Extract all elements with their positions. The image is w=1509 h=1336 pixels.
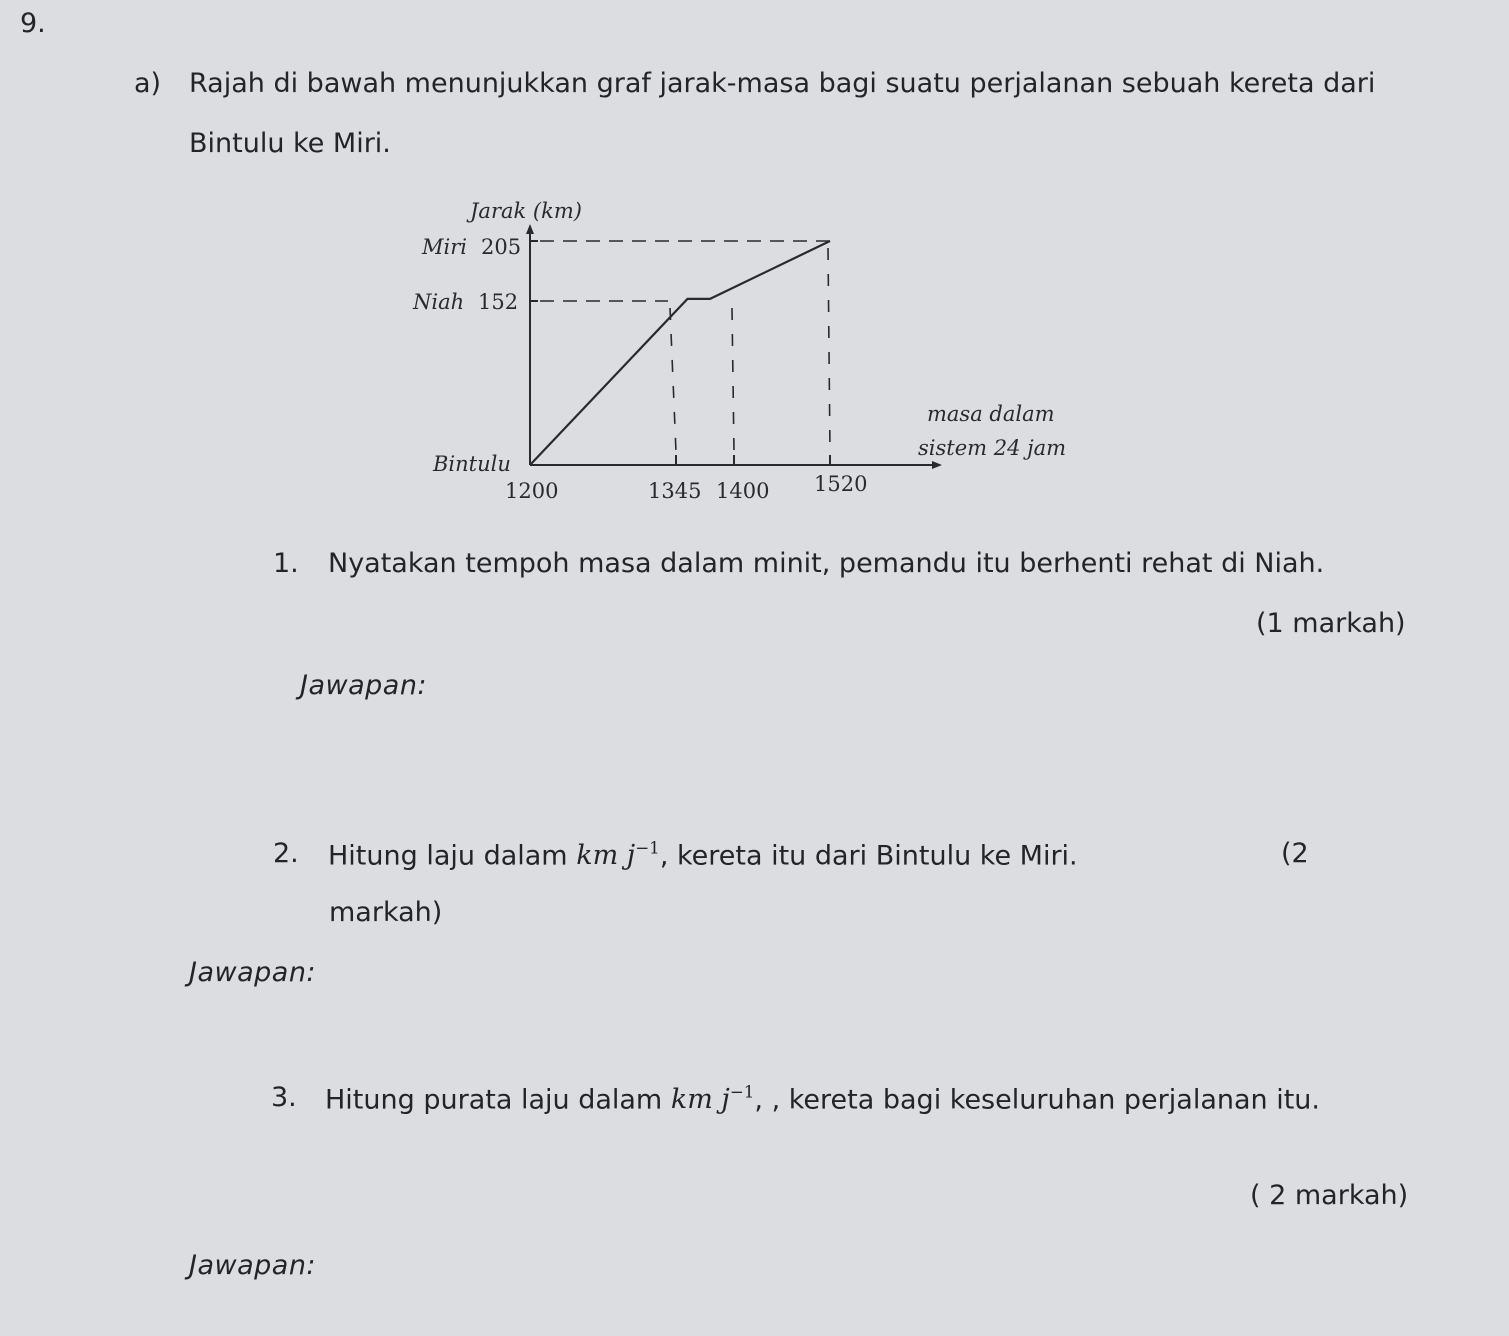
q2-text	[328, 838, 1078, 873]
q1-text: Nyatakan tempoh masa dalam minit, pemandu itu berhenti rehat di Niah.	[328, 548, 1325, 579]
q3-text-after: , , kereta bagi keseluruhan perjalanan itu.	[754, 1084, 1320, 1116]
y-label-miri-value: 205	[481, 235, 522, 259]
q3-unit	[671, 1084, 755, 1115]
q3-marks: ( 2 markah)	[1250, 1180, 1409, 1211]
q3-number: 3.	[271, 1082, 297, 1113]
q2-marks-part2: markah)	[329, 897, 443, 928]
q3-unit-base: km j	[670, 1084, 730, 1116]
q2-text-after: , kereta itu dari Bintulu ke Miri.	[659, 840, 1078, 872]
q3-answer-label: Jawapan:	[189, 1250, 317, 1281]
q3-text	[325, 1082, 1320, 1117]
y-label-miri-place: Miri	[422, 235, 467, 259]
part-a-intro-line1: Rajah di bawah menunjukkan graf jarak-masa bagi suatu perjalanan sebuah kereta dari	[189, 68, 1376, 99]
q1-number: 1.	[273, 548, 299, 579]
q2-marks-part1: (2	[1281, 838, 1309, 869]
x-axis-title-line2: sistem 24 jam	[918, 436, 1067, 460]
q3-text-before: Hitung purata laju dalam	[325, 1084, 663, 1116]
x-label-1200: 1200	[505, 479, 559, 503]
part-a-intro-line2: Bintulu ke Miri.	[189, 128, 391, 159]
q2-unit-base: km j	[576, 840, 636, 872]
y-axis-title: Jarak (km)	[470, 199, 582, 223]
q2-answer-label: Jawapan:	[189, 957, 317, 988]
q2-unit-exp: −1	[635, 838, 660, 858]
y-label-niah-value: 152	[478, 290, 519, 314]
q1-answer-label: Jawapan:	[300, 670, 428, 701]
q2-text-before: Hitung laju dalam	[328, 840, 568, 872]
journey-line	[530, 241, 830, 465]
q2-unit	[576, 840, 660, 871]
y-axis-arrow	[526, 224, 534, 234]
x-axis-title-line1: masa dalam	[927, 402, 1055, 426]
part-a-label: a)	[134, 68, 162, 99]
x-axis-arrow	[932, 461, 942, 469]
q2-number: 2.	[273, 838, 299, 869]
guide-1400	[732, 308, 734, 452]
x-label-1400: 1400	[716, 479, 770, 503]
q1-marks: (1 markah)	[1256, 608, 1406, 639]
x-label-1345: 1345	[648, 479, 702, 503]
y-label-bintulu: Bintulu	[433, 452, 511, 476]
distance-time-graph	[0, 0, 1509, 560]
q3-unit-exp: −1	[729, 1082, 755, 1102]
y-label-niah-place: Niah	[413, 290, 465, 314]
x-label-1520: 1520	[814, 472, 868, 496]
guide-1345	[670, 308, 676, 452]
question-number: 9.	[20, 8, 46, 39]
guide-1520	[828, 248, 830, 452]
